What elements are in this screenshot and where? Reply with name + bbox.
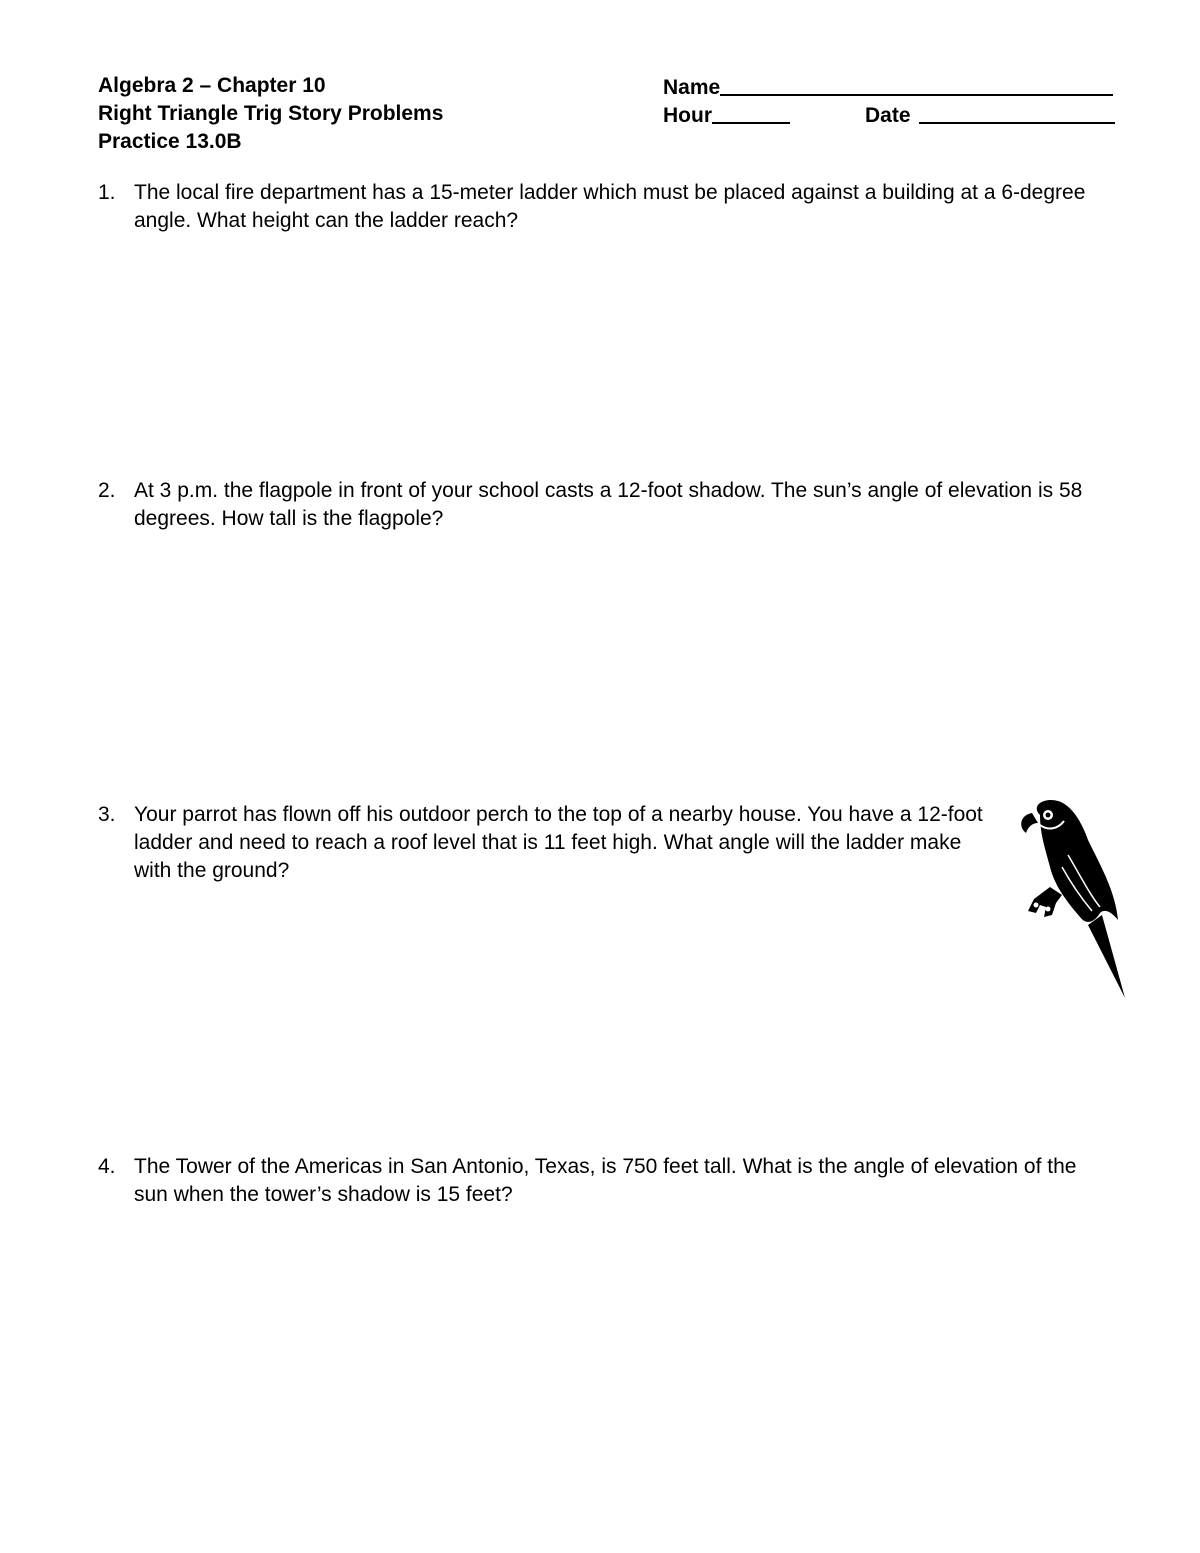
student-info-block xyxy=(663,72,1133,128)
hour-date-row xyxy=(663,100,1133,128)
problem-1 xyxy=(98,179,1108,235)
problem-4 xyxy=(98,1153,1108,1209)
problem-number: 1. xyxy=(98,181,116,204)
problem-number: 3. xyxy=(98,803,116,826)
worksheet-topic: Right Triangle Trig Story Problems xyxy=(98,102,444,125)
practice-id: Practice 13.0B xyxy=(98,130,242,153)
hour-blank[interactable] xyxy=(712,102,790,124)
worksheet-title-block xyxy=(98,72,443,156)
problem-text: At 3 p.m. the flagpole in front of your school casts a 12-foot shadow. The sun’s angle of elevation is 58 degrees. How tall is the flagpole? xyxy=(134,479,1083,530)
name-label: Name xyxy=(663,76,721,99)
parrot-icon xyxy=(1010,795,1135,1005)
problem-text: The local fire department has a 15-meter ladder which must be placed against a building at a 6-degree angle. What height can the ladder reach? xyxy=(134,181,1086,232)
hour-label: Hour xyxy=(663,104,712,127)
course-title: Algebra 2 – Chapter 10 xyxy=(98,74,326,97)
problem-3 xyxy=(98,801,998,885)
problem-text: The Tower of the Americas in San Antonio, Texas, is 750 feet tall. What is the angle of elevation of the sun when the tower’s shadow is 15 feet? xyxy=(134,1155,1077,1206)
problem-2 xyxy=(98,477,1108,533)
date-blank[interactable] xyxy=(919,102,1115,124)
problem-number: 4. xyxy=(98,1155,116,1178)
problem-text: Your parrot has flown off his outdoor perch to the top of a nearby house. You have a 12-foot ladder and need to reach a roof level that is 11 feet high. What angle will the ladder make with the ground? xyxy=(134,803,983,882)
problem-number: 2. xyxy=(98,479,116,502)
name-row xyxy=(663,72,1133,100)
name-blank[interactable] xyxy=(720,74,1113,96)
date-label: Date xyxy=(865,104,911,127)
